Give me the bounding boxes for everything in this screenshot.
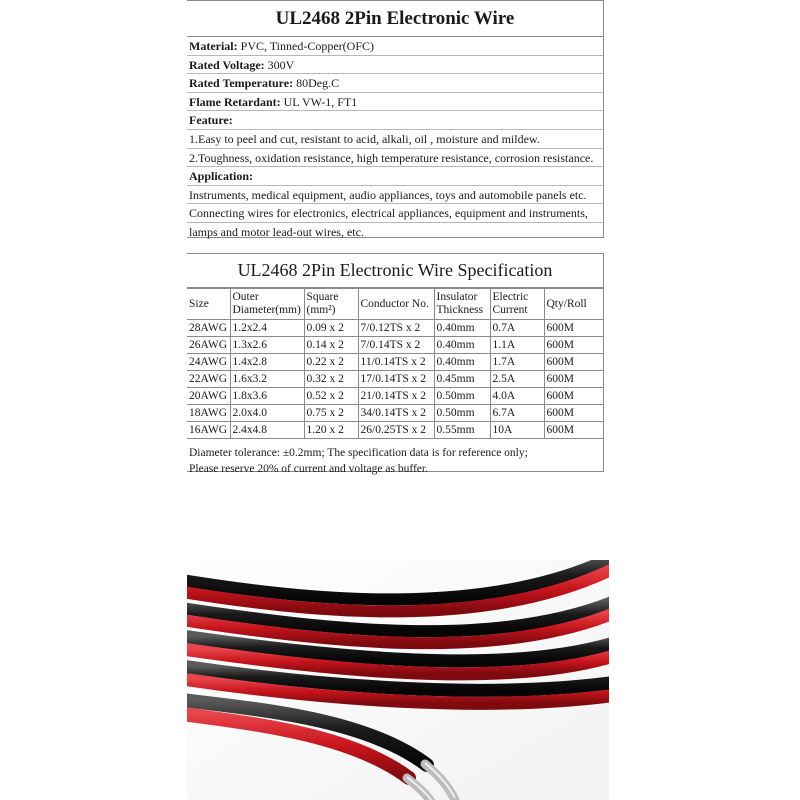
spec-row-value: lamps and motor lead-out wires, etc.: [189, 224, 364, 239]
cell-insulator: 0.40mm: [434, 337, 490, 354]
cell-conductor: 34/0.14TS x 2: [358, 405, 434, 422]
cell-current: 4.0A: [490, 388, 544, 405]
cell-size: 22AWG: [187, 371, 230, 388]
table-row: [187, 388, 604, 405]
cell-square: 1.20 x 2: [304, 422, 358, 439]
spec-row: [187, 149, 603, 168]
header-size: Size: [187, 289, 230, 320]
cell-current: 1.1A: [490, 337, 544, 354]
cell-conductor: 7/0.12TS x 2: [358, 320, 434, 337]
spec-row: [187, 167, 603, 186]
spec-row-value: UL VW-1, FT1: [280, 94, 358, 109]
header-outer-diameter: Outer Diameter(mm): [230, 289, 304, 320]
cell-qty: 600M: [544, 388, 604, 405]
cell-qty: 600M: [544, 371, 604, 388]
table-row: [187, 405, 604, 422]
cell-qty: 600M: [544, 320, 604, 337]
spec-row-value: 80Deg.C: [293, 76, 340, 91]
cell-qty: 600M: [544, 354, 604, 371]
table-row: [187, 337, 604, 354]
spec-table-body: [187, 320, 604, 439]
spec-row: [187, 37, 603, 56]
cell-square: 0.09 x 2: [304, 320, 358, 337]
cell-insulator: 0.40mm: [434, 320, 490, 337]
spec-row-label: Rated Voltage:: [189, 57, 265, 72]
cell-current: 6.7A: [490, 405, 544, 422]
cell-current: 0.7A: [490, 320, 544, 337]
cell-conductor: 26/0.25TS x 2: [358, 422, 434, 439]
spec-table: [187, 288, 604, 439]
spec-row-value: 1.Easy to peel and cut, resistant to acid, alkali, oil , moisture and mildew.: [189, 131, 540, 146]
spec-sheet-title: UL2468 2Pin Electronic Wire: [187, 1, 603, 37]
header-qty: Qty/Roll: [544, 289, 604, 320]
cell-size: 28AWG: [187, 320, 230, 337]
cell-insulator: 0.45mm: [434, 371, 490, 388]
table-row: [187, 320, 604, 337]
spec-row-value: 300V: [264, 57, 295, 72]
cell-square: 0.14 x 2: [304, 337, 358, 354]
spec-table-title: UL2468 2Pin Electronic Wire Specification: [187, 254, 603, 288]
spec-row-value: PVC, Tinned-Copper(OFC): [237, 39, 374, 53]
spec-row: [187, 74, 603, 93]
product-spec-sheet: [187, 0, 604, 238]
cell-insulator: 0.50mm: [434, 405, 490, 422]
table-row: [187, 371, 604, 388]
cell-outer-diameter: 2.0x4.0: [230, 405, 304, 422]
header-insulator: Insulator Thickness: [434, 289, 490, 320]
cell-current: 1.7A: [490, 354, 544, 371]
table-row: [187, 422, 604, 439]
cell-current: 2.5A: [490, 371, 544, 388]
cell-outer-diameter: 1.4x2.8: [230, 354, 304, 371]
cell-size: 24AWG: [187, 354, 230, 371]
specification-table-box: [187, 253, 604, 475]
cell-conductor: 21/0.14TS x 2: [358, 388, 434, 405]
spec-row-label: Material:: [189, 39, 238, 53]
cell-qty: 600M: [544, 337, 604, 354]
cell-conductor: 17/0.14TS x 2: [358, 371, 434, 388]
cell-qty: 600M: [544, 422, 604, 439]
spec-row: [187, 111, 603, 130]
product-photo: [187, 560, 609, 800]
cell-size: 18AWG: [187, 405, 230, 422]
cell-outer-diameter: 1.6x3.2: [230, 371, 304, 388]
note-line: Please reserve 20% of current and voltage as buffer.: [189, 463, 428, 475]
cell-outer-diameter: 1.8x3.6: [230, 388, 304, 405]
note-line: Diameter tolerance: ±0.2mm; The specification data is for reference only;: [189, 447, 528, 459]
spec-row-label: Flame Retardant:: [189, 94, 281, 109]
spec-row: [187, 223, 603, 242]
spec-row-value: Connecting wires for electronics, electrical appliances, equipment and instruments,: [189, 206, 588, 221]
spec-row-label: Application:: [189, 169, 254, 184]
header-current: Electric Current: [490, 289, 544, 320]
header-square: Square (mm²): [304, 289, 358, 320]
cell-insulator: 0.50mm: [434, 388, 490, 405]
cell-size: 26AWG: [187, 337, 230, 354]
cell-qty: 600M: [544, 405, 604, 422]
spec-row-value: 2.Toughness, oxidation resistance, high temperature resistance, corrosion resistance.: [189, 150, 594, 165]
cell-conductor: 11/0.14TS x 2: [358, 354, 434, 371]
cell-outer-diameter: 1.2x2.4: [230, 320, 304, 337]
cell-insulator: 0.55mm: [434, 422, 490, 439]
cell-square: 0.32 x 2: [304, 371, 358, 388]
spec-row: [187, 56, 603, 75]
cell-size: 20AWG: [187, 388, 230, 405]
spec-row: [187, 93, 603, 112]
cell-outer-diameter: 2.4x4.8: [230, 422, 304, 439]
table-header-row: [187, 289, 604, 320]
cell-current: 10A: [490, 422, 544, 439]
spec-row: [187, 204, 603, 223]
cell-conductor: 7/0.14TS x 2: [358, 337, 434, 354]
cell-insulator: 0.40mm: [434, 354, 490, 371]
spec-row: [187, 130, 603, 149]
cell-size: 16AWG: [187, 422, 230, 439]
cell-square: 0.22 x 2: [304, 354, 358, 371]
cell-outer-diameter: 1.3x2.6: [230, 337, 304, 354]
cell-square: 0.52 x 2: [304, 388, 358, 405]
spec-notes: [187, 439, 603, 477]
spec-rows: [187, 37, 603, 242]
table-row: [187, 354, 604, 371]
spec-row-label: Feature:: [189, 113, 233, 128]
spec-row-value: Instruments, medical equipment, audio appliances, toys and automobile panels etc.: [189, 187, 587, 202]
cell-square: 0.75 x 2: [304, 405, 358, 422]
spec-row-label: Rated Temperature:: [189, 76, 294, 91]
header-conductor: Conductor No.: [358, 289, 434, 320]
spec-row: [187, 186, 603, 205]
